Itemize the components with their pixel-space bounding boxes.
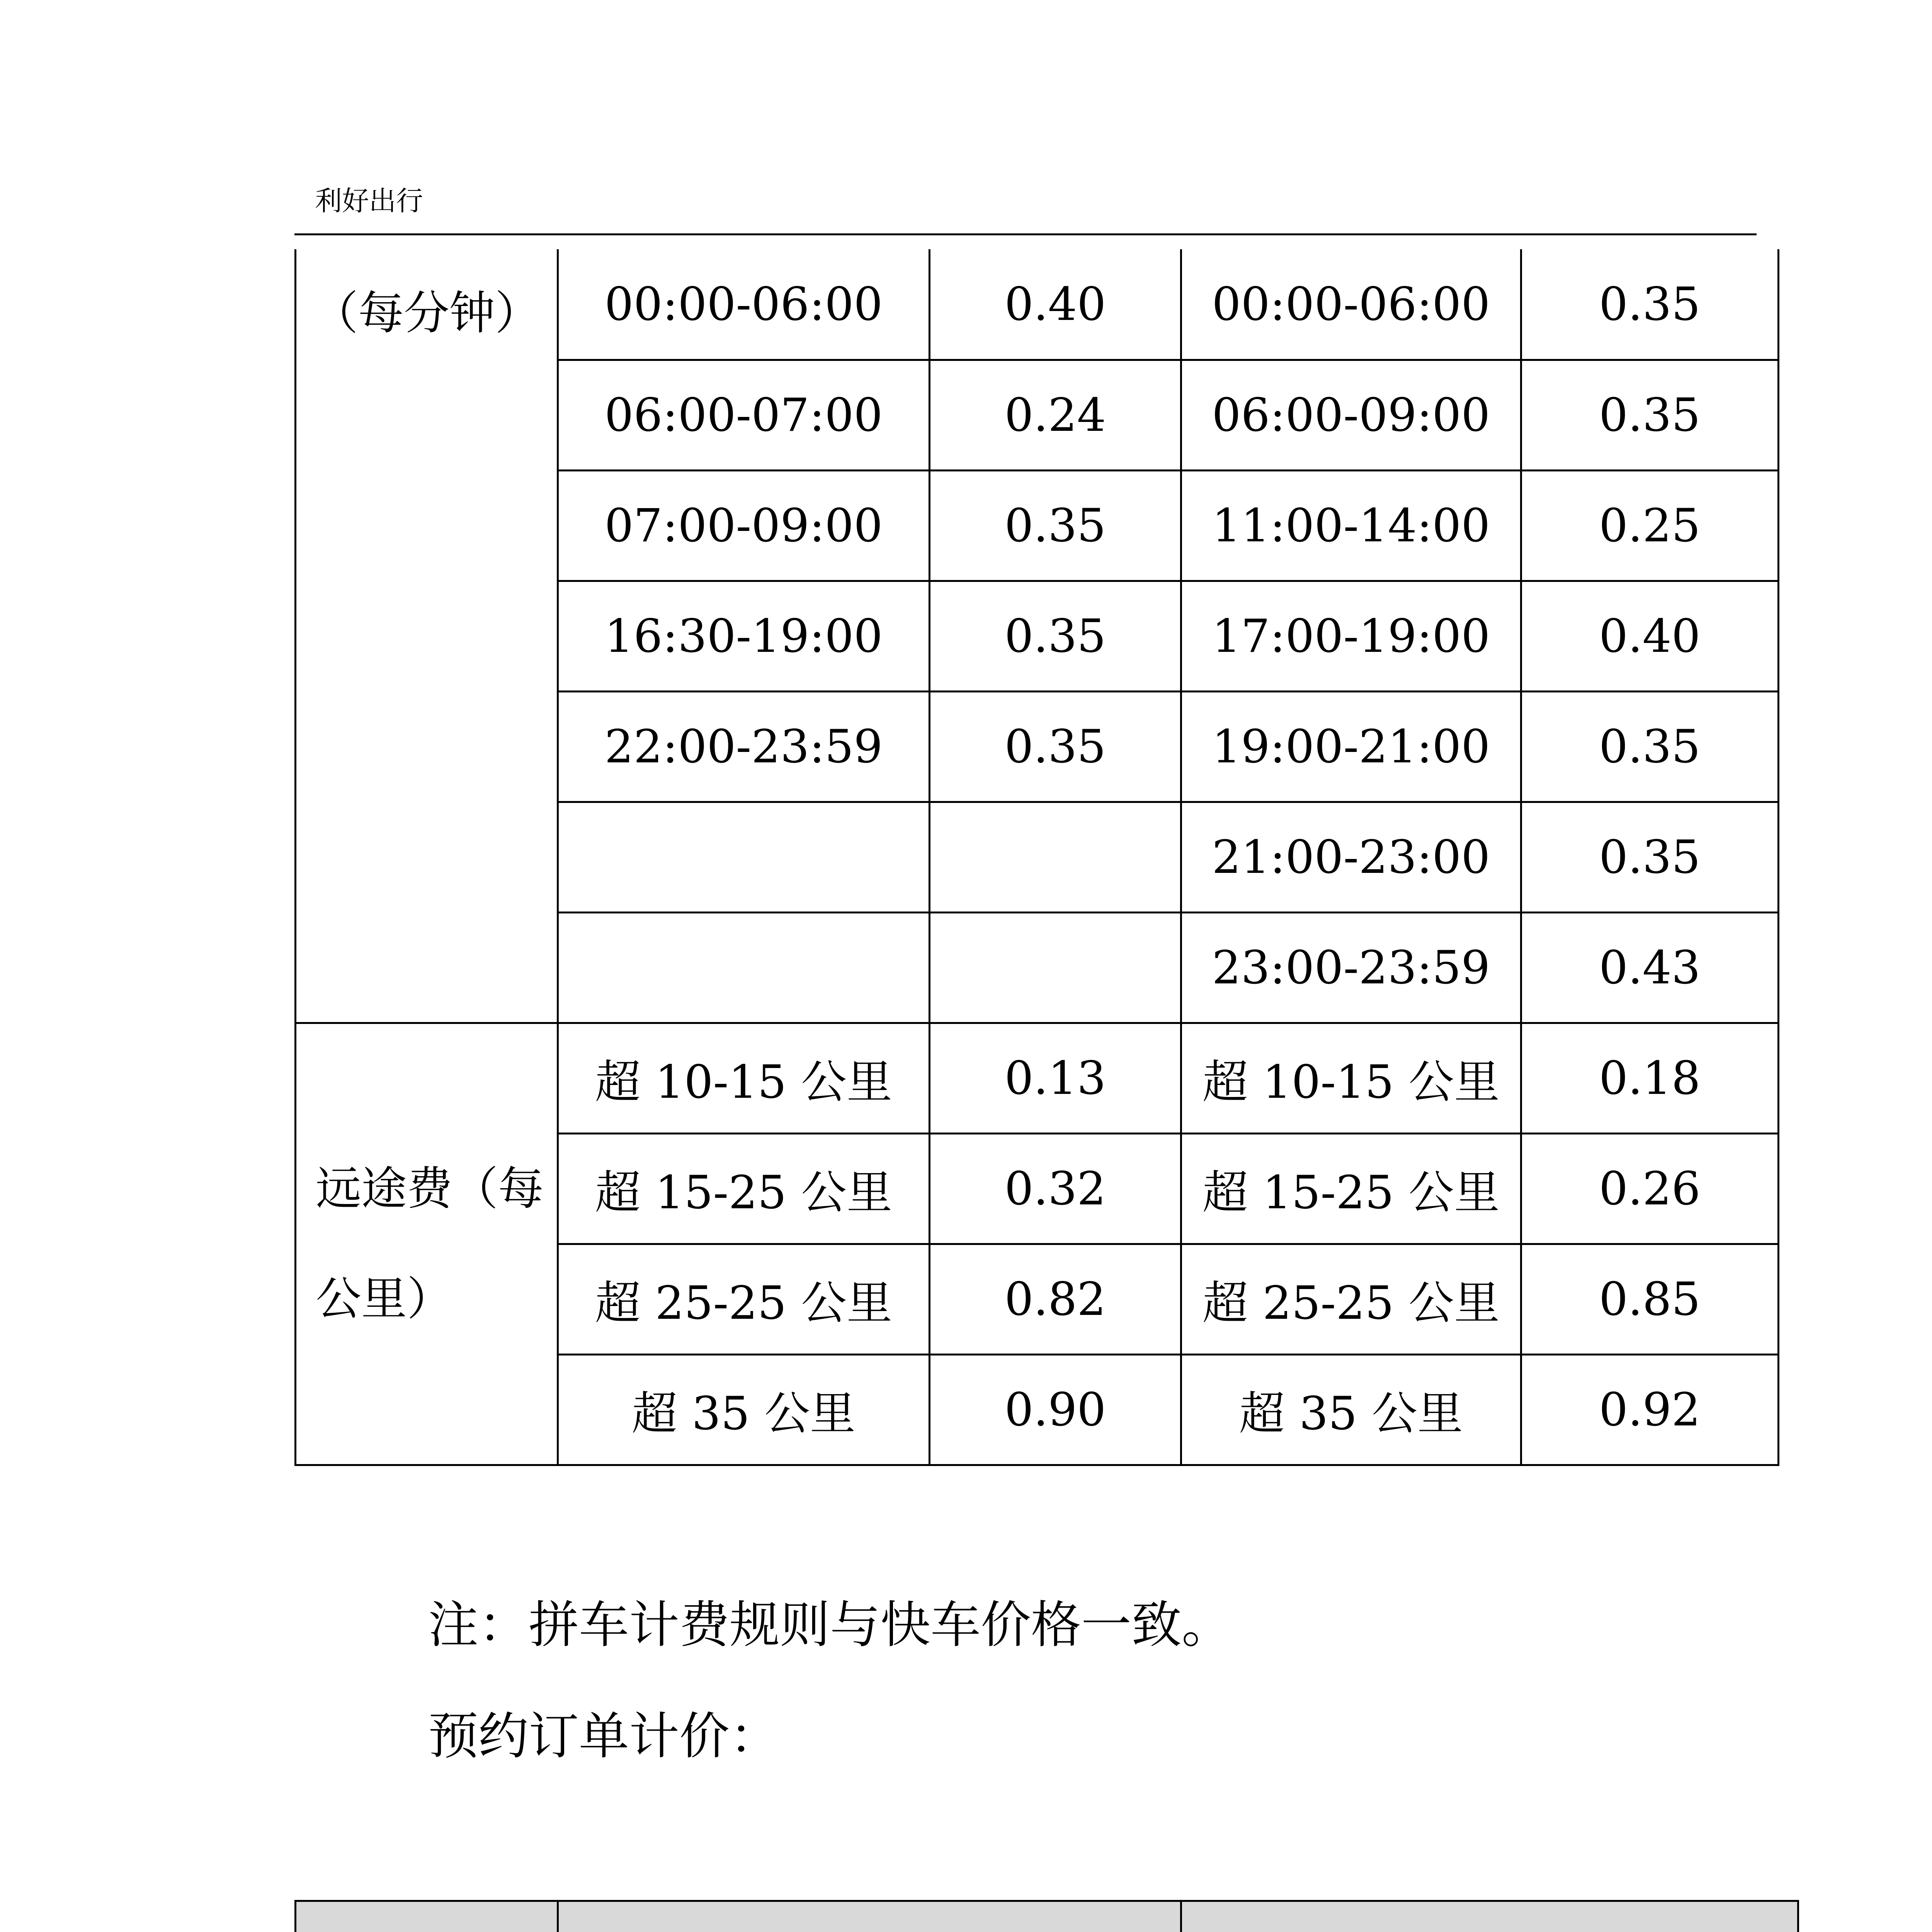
holiday-price: 0.35 bbox=[1521, 802, 1779, 912]
workday-period: 22:00-23:59 bbox=[558, 691, 930, 802]
holiday-price: 0.35 bbox=[1521, 249, 1779, 360]
holiday-period: 超 35 公里 bbox=[1181, 1354, 1521, 1465]
holiday-period: 超 10-15 公里 bbox=[1181, 1023, 1521, 1133]
minute-fee-category: （每分钟） bbox=[296, 249, 558, 1023]
workday-price: 0.24 bbox=[930, 360, 1181, 470]
page-header-title: 利好出行 bbox=[315, 185, 423, 217]
holiday-price: 0.85 bbox=[1521, 1244, 1779, 1354]
header-divider bbox=[294, 233, 1757, 235]
workday-price: 0.32 bbox=[930, 1133, 1181, 1244]
table-row bbox=[296, 249, 1779, 360]
category-header bbox=[296, 1901, 558, 1932]
holiday-price: 0.25 bbox=[1521, 470, 1779, 581]
workday-price: 0.35 bbox=[930, 581, 1181, 691]
workday-price: 0.90 bbox=[930, 1354, 1181, 1465]
holiday-header bbox=[1181, 1901, 1798, 1932]
holiday-price: 0.26 bbox=[1521, 1133, 1779, 1244]
workday-header bbox=[558, 1901, 1181, 1932]
workday-period: 06:00-07:00 bbox=[558, 360, 930, 470]
reservation-pricing-heading: 预约订单计价： bbox=[428, 1707, 780, 1765]
long-distance-fee-category: 远途费（每公里） bbox=[296, 1023, 558, 1465]
workday-period: 超 10-15 公里 bbox=[558, 1023, 930, 1133]
holiday-price: 0.35 bbox=[1521, 360, 1779, 470]
workday-period: 07:00-09:00 bbox=[558, 470, 930, 581]
holiday-period: 23:00-23:59 bbox=[1181, 912, 1521, 1023]
table-row bbox=[296, 1023, 1779, 1133]
holiday-price: 0.40 bbox=[1521, 581, 1779, 691]
holiday-period: 超 15-25 公里 bbox=[1181, 1133, 1521, 1244]
holiday-period: 00:00-06:00 bbox=[1181, 249, 1521, 360]
holiday-period: 19:00-21:00 bbox=[1181, 691, 1521, 802]
workday-price: 0.35 bbox=[930, 470, 1181, 581]
fare-table-continued bbox=[294, 249, 1779, 1466]
workday-period: 超 15-25 公里 bbox=[558, 1133, 930, 1244]
workday-price: 0.82 bbox=[930, 1244, 1181, 1354]
holiday-period: 超 25-25 公里 bbox=[1181, 1244, 1521, 1354]
workday-price bbox=[930, 912, 1181, 1023]
holiday-period: 06:00-09:00 bbox=[1181, 360, 1521, 470]
workday-period: 超 25-25 公里 bbox=[558, 1244, 930, 1354]
workday-price: 0.35 bbox=[930, 691, 1181, 802]
workday-price bbox=[930, 802, 1181, 912]
table-header-row bbox=[296, 1901, 1798, 1932]
workday-price: 0.13 bbox=[930, 1023, 1181, 1133]
holiday-price: 0.35 bbox=[1521, 691, 1779, 802]
workday-price: 0.40 bbox=[930, 249, 1181, 360]
holiday-period: 17:00-19:00 bbox=[1181, 581, 1521, 691]
holiday-price: 0.92 bbox=[1521, 1354, 1779, 1465]
holiday-price: 0.18 bbox=[1521, 1023, 1779, 1133]
holiday-price: 0.43 bbox=[1521, 912, 1779, 1023]
workday-period: 16:30-19:00 bbox=[558, 581, 930, 691]
reservation-fare-table bbox=[294, 1900, 1799, 1932]
workday-period bbox=[558, 802, 930, 912]
workday-period: 超 35 公里 bbox=[558, 1354, 930, 1465]
carpool-note: 注：拼车计费规则与快车价格一致。 bbox=[428, 1595, 1232, 1654]
workday-period bbox=[558, 912, 930, 1023]
workday-period: 00:00-06:00 bbox=[558, 249, 930, 360]
holiday-period: 11:00-14:00 bbox=[1181, 470, 1521, 581]
holiday-period: 21:00-23:00 bbox=[1181, 802, 1521, 912]
